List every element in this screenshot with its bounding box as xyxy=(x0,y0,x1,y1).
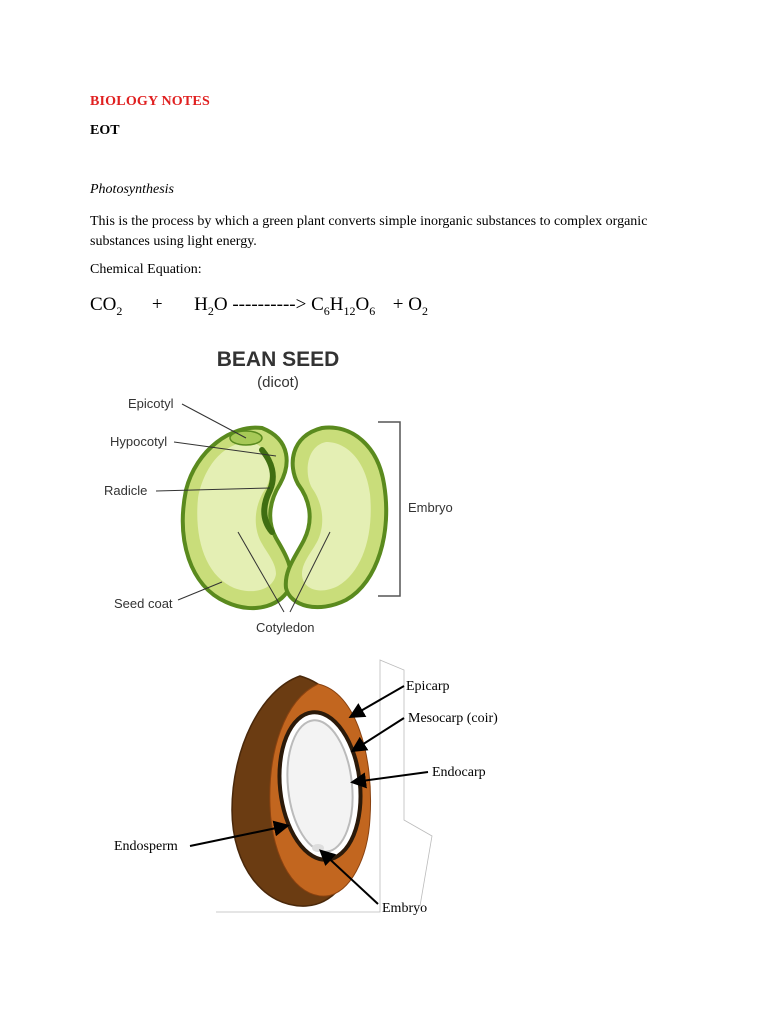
eq-c: C xyxy=(311,294,324,315)
label-seed-coat: Seed coat xyxy=(114,596,173,611)
eq-h2o-o: O xyxy=(213,294,228,315)
arrow-mesocarp xyxy=(354,718,404,750)
label-epicarp: Epicarp xyxy=(406,679,450,694)
section-heading: Photosynthesis xyxy=(90,182,174,197)
bean-subtitle: (dicot) xyxy=(257,374,299,391)
coconut-embryo xyxy=(312,844,324,852)
equation-label: Chemical Equation: xyxy=(90,262,202,277)
eq-co2-sub: 2 xyxy=(116,303,123,318)
eq-o2-sub: 2 xyxy=(421,303,428,318)
bean-title: BEAN SEED xyxy=(216,348,340,371)
eq-h2o-sub: 2 xyxy=(207,303,214,318)
label-endocarp: Endocarp xyxy=(432,765,486,780)
label-endosperm: Endosperm xyxy=(114,839,178,854)
document-title: BIOLOGY NOTES xyxy=(90,94,210,109)
eq-o-sub: 6 xyxy=(369,303,376,318)
eq-c-sub: 6 xyxy=(323,303,330,318)
label-embryo-bean: Embryo xyxy=(408,500,453,515)
eq-arrow: ----------> xyxy=(232,294,307,315)
arrow-epicarp xyxy=(352,686,404,716)
label-hypocotyl: Hypocotyl xyxy=(110,434,168,449)
label-cotyledon: Cotyledon xyxy=(256,620,315,635)
label-mesocarp: Mesocarp (coir) xyxy=(408,711,498,726)
eq-o: O xyxy=(355,294,370,315)
label-radicle: Radicle xyxy=(104,483,148,498)
label-epicotyl: Epicotyl xyxy=(128,396,174,411)
label-embryo-coconut: Embryo xyxy=(382,901,428,916)
eq-o2: O xyxy=(408,294,422,315)
eq-h-sub: 12 xyxy=(343,303,356,318)
eq-plus-1: + xyxy=(151,294,163,315)
eq-h: H xyxy=(329,294,344,315)
eq-plus-2: + xyxy=(392,294,404,315)
definition-paragraph: This is the process by which a green plant converts simple inorganic substances to complex organic substances using light energy. xyxy=(90,214,648,249)
eq-co2: CO xyxy=(90,294,117,315)
document-subtitle: EOT xyxy=(90,123,120,138)
eq-h2o-h: H xyxy=(194,294,208,315)
